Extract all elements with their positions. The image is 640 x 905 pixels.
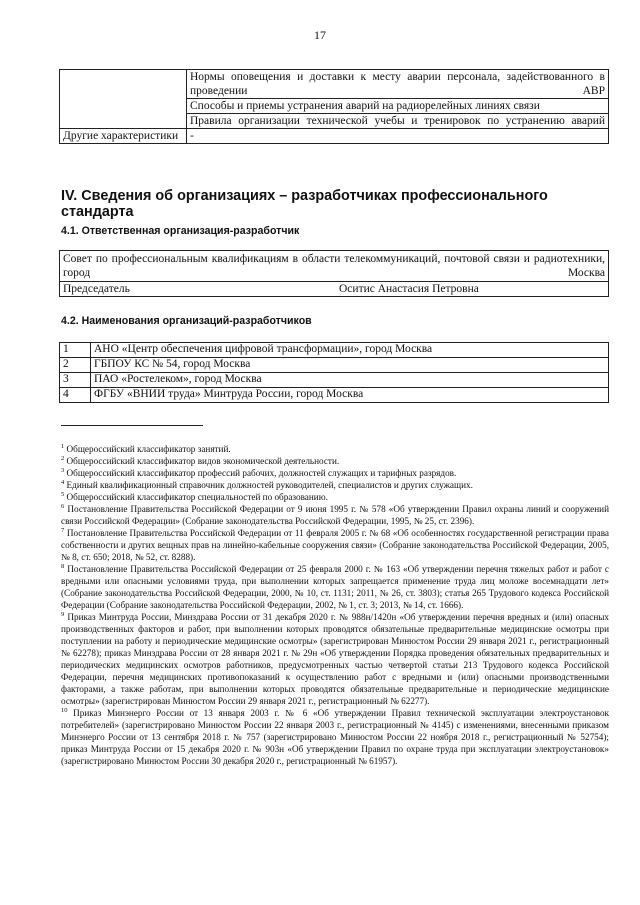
table-row xyxy=(60,251,609,282)
chairman-name: Оситис Анастасия Петровна xyxy=(336,282,609,297)
footnote-1 xyxy=(61,443,609,455)
footnote-text: Общероссийский классификатор видов экономической деятельности. xyxy=(66,456,340,466)
row-number: 3 xyxy=(60,373,91,388)
footnote-text: Общероссийский классификатор специальностей по образованию. xyxy=(66,492,328,502)
footnote-number: 5 xyxy=(61,490,65,498)
footnote-3 xyxy=(61,467,609,479)
table-row xyxy=(60,282,609,297)
footnote-4 xyxy=(61,479,609,491)
table-row xyxy=(60,373,609,388)
footnote-number: 8 xyxy=(61,562,65,570)
footnote-number: 7 xyxy=(61,526,65,534)
organization-name: Совет по профессиональным квалификациям в области телекоммуникаций, почтовой связи и радиотехники, город Москва xyxy=(60,251,609,282)
row-number: 2 xyxy=(60,358,91,373)
row-number: 4 xyxy=(60,388,91,403)
table-cell-value: Правила организации технической учебы и тренировок по устранению аварий xyxy=(187,114,609,129)
footnote-text: Постановление Правительства Российской Федерации от 11 февраля 2005 г. № 68 «Об особенностях государственной регистрации права собственности и других вещных прав на линейно-кабельные сооружения связи» (Собрание законодательства Российской Федерации, 2005, № 8, ст. 650; 2018, № 52, ст. 8288). xyxy=(61,528,609,562)
section-title: IV. Сведения об организациях – разработчиках профессионального стандарта xyxy=(61,188,548,220)
table-cell-label xyxy=(60,70,187,129)
table-row xyxy=(60,70,609,99)
subsection-title-4-1: 4.1. Ответственная организация-разработчик xyxy=(61,225,300,237)
developer-organizations-table xyxy=(59,342,609,403)
footnote-text: Приказ Минэнерго России от 13 января 2003 г. № 6 «Об утверждении Правил технической эксплуатации электроустановок потребителей» (зарегистрировано Минюстом России 22 января 2003 г., регистрационный № 4145) с изменениями, внесенными приказом Минэнерго России от 13 сентября 2018 г. № 757 (зарегистрировано Минюстом России 22 ноября 2018 г., регистрационный № 52754); приказ Минтруда России от 15 декабря 2020 г. № 903н «Об утверждении Правил по охране труда при эксплуатации электроустановок» (зарегистрировано Минюстом России 30 декабря 2020 г., регистрационный № 61957). xyxy=(61,708,609,766)
footnote-8 xyxy=(61,563,609,611)
footnote-7 xyxy=(61,527,609,563)
footnote-text: Общероссийский классификатор занятий. xyxy=(66,444,231,454)
footnote-text: Постановление Правительства Российской Федерации от 9 июня 1995 г. № 578 «Об утверждении Правил охраны линий и сооружений связи Российской Федерации» (Собрание законодательства Российской Федерации, 1995, № 25, ст. 2396). xyxy=(61,504,609,526)
footnote-number: 10 xyxy=(61,706,68,714)
organization-name: ГБПОУ КС № 54, город Москва xyxy=(91,358,609,373)
footnote-text: Единый квалификационный справочник должностей руководителей, специалистов и других служащих. xyxy=(66,480,473,490)
page-number: 17 xyxy=(314,28,326,42)
footnotes xyxy=(61,443,609,767)
footnote-number: 9 xyxy=(61,610,65,618)
footnote-number: 6 xyxy=(61,502,65,510)
table-row xyxy=(60,358,609,373)
footnote-number: 1 xyxy=(61,442,65,450)
table-row xyxy=(60,388,609,403)
footnote-text: Приказ Минтруда России, Минздрава России от 31 декабря 2020 г. № 988н/1420н «Об утверждении перечня вредных и (или) опасных производственных факторов и работ, при выполнении которых проводятся обязательные предварительные медицинские осмотры при поступлении на работу и периодические медицинские осмотры» (зарегистрирован Минюстом России 29 января 2021 г., регистрационный № 62278); приказ Минздрава России от 28 января 2021 г. № 29н «Об утверждении Порядка проведения обязательных предварительных и периодических медицинских осмотров работников, предусмотренных частью четвертой статьи 213 Трудового кодекса Российской Федерации, перечня медицинских противопоказаний к осуществлению работ с вредными и (или) опасными производственными факторами, а также работам, при выполнении которых проводятся обязательные предварительные и периодические медицинские осмотры» (зарегистрирован Минюстом России 29 января 2021 г., регистрационный № 62277). xyxy=(61,612,610,706)
footnote-10 xyxy=(61,707,609,767)
footnote-6 xyxy=(61,503,609,527)
footnote-text: Общероссийский классификатор профессий рабочих, должностей служащих и тарифных разрядов. xyxy=(66,468,457,478)
footnote-number: 4 xyxy=(61,478,65,486)
characteristics-table xyxy=(59,69,609,144)
table-cell-value: Способы и приемы устранения аварий на радиорелейных линиях связи xyxy=(187,99,609,114)
organization-name: ФГБУ «ВНИИ труда» Минтруда России, город Москва xyxy=(91,388,609,403)
table-cell-value: Нормы оповещения и доставки к месту аварии персонала, задействованного в проведении АВР xyxy=(187,70,609,99)
footnote-number: 3 xyxy=(61,466,65,474)
table-row xyxy=(60,129,609,144)
footnote-number: 2 xyxy=(61,454,65,462)
organization-name: ПАО «Ростелеком», город Москва xyxy=(91,373,609,388)
responsible-organization-table xyxy=(59,250,609,297)
footnote-separator xyxy=(61,425,203,426)
organization-name: АНО «Центр обеспечения цифровой трансформации», город Москва xyxy=(91,343,609,358)
footnote-9 xyxy=(61,611,609,707)
table-cell-label: Другие характеристики xyxy=(60,129,187,144)
chairman-position: Председатель xyxy=(60,282,337,297)
table-cell-value: - xyxy=(187,129,609,144)
subsection-title-4-2: 4.2. Наименования организаций-разработчиков xyxy=(61,315,312,327)
table-row xyxy=(60,343,609,358)
footnote-text: Постановление Правительства Российской Федерации от 25 февраля 2000 г. № 163 «Об утверждении перечня тяжелых работ и работ с вредными или опасными условиями труда, при выполнении которых запрещается применение труда лиц моложе восемнадцати лет» (Собрание законодательства Российской Федерации, 2000, № 10, ст. 1131; 2011, № 26, ст. 3803); статья 265 Трудового кодекса Российской Федерации (Собрание законодательства Российской Федерации, 2002, № 1, ст. 3; 2013, № 14, ст. 1666). xyxy=(61,564,609,610)
row-number: 1 xyxy=(60,343,91,358)
footnote-5 xyxy=(61,491,609,503)
footnote-2 xyxy=(61,455,609,467)
